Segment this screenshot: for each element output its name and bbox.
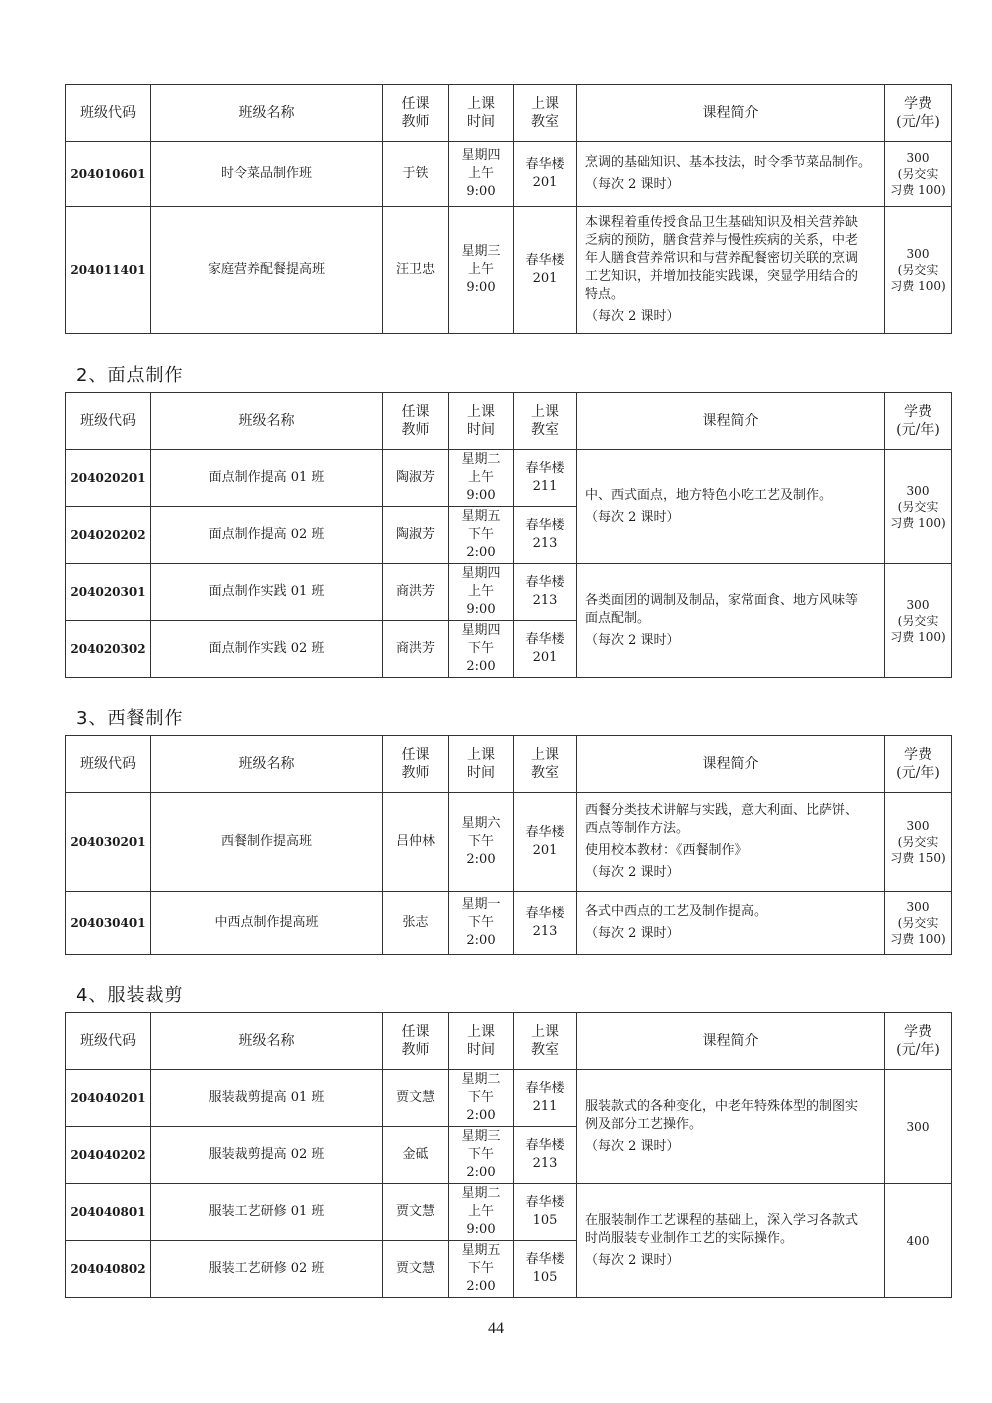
table-row — [66, 450, 952, 507]
class-time: 星期六 下午 2:00 — [449, 793, 514, 892]
table-row — [66, 142, 952, 207]
class-name: 面点制作提高 01 班 — [151, 450, 383, 507]
header-name: 班级名称 — [151, 393, 383, 450]
class-time: 星期四 下午 2:00 — [449, 621, 514, 678]
class-code: 204040802 — [66, 1241, 151, 1298]
class-time: 星期四 上午 9:00 — [449, 564, 514, 621]
class-code: 204020202 — [66, 507, 151, 564]
teacher: 陶淑芳 — [383, 450, 449, 507]
section-title: 4、服装裁剪 — [76, 985, 184, 1006]
header-room: 上课 教室 — [514, 736, 577, 793]
fee: 300 (另交实 习费 100) — [885, 564, 952, 678]
class-code: 204010601 — [66, 142, 151, 207]
section-title: 3、西餐制作 — [76, 708, 184, 729]
header-code: 班级代码 — [66, 736, 151, 793]
header-teacher: 任课 教师 — [383, 736, 449, 793]
class-time: 星期三 下午 2:00 — [449, 1127, 514, 1184]
table-header-row — [66, 85, 952, 142]
fee: 300 (另交实 习费 100) — [885, 892, 952, 955]
class-name: 中西点制作提高班 — [151, 892, 383, 955]
classroom: 春华楼 201 — [514, 621, 577, 678]
classroom: 春华楼 213 — [514, 1127, 577, 1184]
class-code: 204020201 — [66, 450, 151, 507]
teacher: 商洪芳 — [383, 621, 449, 678]
table-header-row — [66, 1013, 952, 1070]
page-number: 44 — [488, 1320, 504, 1337]
fee: 300 (另交实 习费 100) — [885, 450, 952, 564]
course-intro: 各类面团的调制及制品，家常面食、地方风味等 面点配制。 （每次 2 课时） — [577, 564, 885, 678]
classroom: 春华楼 211 — [514, 1070, 577, 1127]
class-time: 星期四 上午 9:00 — [449, 142, 514, 207]
header-time: 上课 时间 — [449, 1013, 514, 1070]
table-header-row — [66, 736, 952, 793]
classroom: 春华楼 105 — [514, 1241, 577, 1298]
header-time: 上课 时间 — [449, 85, 514, 142]
course-intro: 中、西式面点，地方特色小吃工艺及制作。 （每次 2 课时） — [577, 450, 885, 564]
header-teacher: 任课 教师 — [383, 393, 449, 450]
class-code: 204020301 — [66, 564, 151, 621]
header-fee: 学费 (元/年) — [885, 736, 952, 793]
class-code: 204040201 — [66, 1070, 151, 1127]
course-intro: 西餐分类技术讲解与实践，意大利面、比萨饼、 西点等制作方法。 使用校本教材：《西餐制作》 （每次 2 课时） — [577, 793, 885, 892]
course-intro: 服装款式的各种变化，中老年特殊体型的制图实 例及部分工艺操作。 （每次 2 课时） — [577, 1070, 885, 1184]
header-name: 班级名称 — [151, 85, 383, 142]
course-intro: 本课程着重传授食品卫生基础知识及相关营养缺 乏病的预防，膳食营养与慢性疾病的关系，中老 年人膳食营养常识和与营养配餐密切关联的烹调 工艺知识，并增加技能实践课，突显学用结合的 特点。 （每次 2 课时） — [577, 207, 885, 334]
course-intro: 在服装制作工艺课程的基础上，深入学习各款式 时尚服装专业制作工艺的实际操作。 （每次 2 课时） — [577, 1184, 885, 1298]
class-name: 服装裁剪提高 02 班 — [151, 1127, 383, 1184]
fee: 400 — [885, 1184, 952, 1298]
table-header-row — [66, 393, 952, 450]
teacher: 陶淑芳 — [383, 507, 449, 564]
teacher: 贾文慧 — [383, 1184, 449, 1241]
class-time: 星期二 下午 2:00 — [449, 1070, 514, 1127]
header-intro: 课程简介 — [577, 736, 885, 793]
class-name: 服装工艺研修 02 班 — [151, 1241, 383, 1298]
class-code: 204030401 — [66, 892, 151, 955]
teacher: 金砥 — [383, 1127, 449, 1184]
teacher: 张志 — [383, 892, 449, 955]
header-room: 上课 教室 — [514, 1013, 577, 1070]
class-name: 面点制作实践 02 班 — [151, 621, 383, 678]
course-intro: 各式中西点的工艺及制作提高。 （每次 2 课时） — [577, 892, 885, 955]
header-code: 班级代码 — [66, 393, 151, 450]
classroom: 春华楼 105 — [514, 1184, 577, 1241]
header-code: 班级代码 — [66, 1013, 151, 1070]
header-fee: 学费 (元/年) — [885, 85, 952, 142]
class-name: 服装工艺研修 01 班 — [151, 1184, 383, 1241]
fee: 300 — [885, 1070, 952, 1184]
course-table-2 — [65, 392, 952, 678]
table-row — [66, 1184, 952, 1241]
class-time: 星期二 上午 9:00 — [449, 1184, 514, 1241]
header-intro: 课程简介 — [577, 85, 885, 142]
table-row — [66, 793, 952, 892]
teacher: 贾文慧 — [383, 1070, 449, 1127]
class-name: 服装裁剪提高 01 班 — [151, 1070, 383, 1127]
header-time: 上课 时间 — [449, 736, 514, 793]
classroom: 春华楼 201 — [514, 142, 577, 207]
class-name: 面点制作实践 01 班 — [151, 564, 383, 621]
classroom: 春华楼 201 — [514, 793, 577, 892]
header-intro: 课程简介 — [577, 393, 885, 450]
course-table-4 — [65, 1012, 952, 1298]
teacher: 商洪芳 — [383, 564, 449, 621]
class-name: 时令菜品制作班 — [151, 142, 383, 207]
header-fee: 学费 (元/年) — [885, 393, 952, 450]
class-code: 204020302 — [66, 621, 151, 678]
header-time: 上课 时间 — [449, 393, 514, 450]
teacher: 吕仲林 — [383, 793, 449, 892]
header-room: 上课 教室 — [514, 85, 577, 142]
header-name: 班级名称 — [151, 1013, 383, 1070]
class-name: 西餐制作提高班 — [151, 793, 383, 892]
table-row — [66, 892, 952, 955]
header-teacher: 任课 教师 — [383, 1013, 449, 1070]
fee: 300 (另交实 习费 150) — [885, 793, 952, 892]
class-code: 204040801 — [66, 1184, 151, 1241]
table-row — [66, 1070, 952, 1127]
teacher: 于铁 — [383, 142, 449, 207]
class-time: 星期三 上午 9:00 — [449, 207, 514, 334]
teacher: 贾文慧 — [383, 1241, 449, 1298]
header-fee: 学费 (元/年) — [885, 1013, 952, 1070]
class-time: 星期五 下午 2:00 — [449, 1241, 514, 1298]
class-name: 家庭营养配餐提高班 — [151, 207, 383, 334]
classroom: 春华楼 213 — [514, 507, 577, 564]
class-time: 星期二 上午 9:00 — [449, 450, 514, 507]
table-row — [66, 207, 952, 334]
class-code: 204040202 — [66, 1127, 151, 1184]
course-table-1 — [65, 84, 952, 334]
header-teacher: 任课 教师 — [383, 85, 449, 142]
classroom: 春华楼 213 — [514, 892, 577, 955]
header-name: 班级名称 — [151, 736, 383, 793]
course-intro: 烹调的基础知识、基本技法，时令季节菜品制作。 （每次 2 课时） — [577, 142, 885, 207]
class-code: 204030201 — [66, 793, 151, 892]
header-code: 班级代码 — [66, 85, 151, 142]
fee: 300 (另交实 习费 100) — [885, 142, 952, 207]
table-row — [66, 564, 952, 621]
section-title: 2、面点制作 — [76, 365, 184, 386]
teacher: 汪卫忠 — [383, 207, 449, 334]
header-intro: 课程简介 — [577, 1013, 885, 1070]
fee: 300 (另交实 习费 100) — [885, 207, 952, 334]
class-time: 星期一 下午 2:00 — [449, 892, 514, 955]
class-code: 204011401 — [66, 207, 151, 334]
class-time: 星期五 下午 2:00 — [449, 507, 514, 564]
course-table-3 — [65, 735, 952, 955]
classroom: 春华楼 213 — [514, 564, 577, 621]
classroom: 春华楼 201 — [514, 207, 577, 334]
class-name: 面点制作提高 02 班 — [151, 507, 383, 564]
classroom: 春华楼 211 — [514, 450, 577, 507]
header-room: 上课 教室 — [514, 393, 577, 450]
